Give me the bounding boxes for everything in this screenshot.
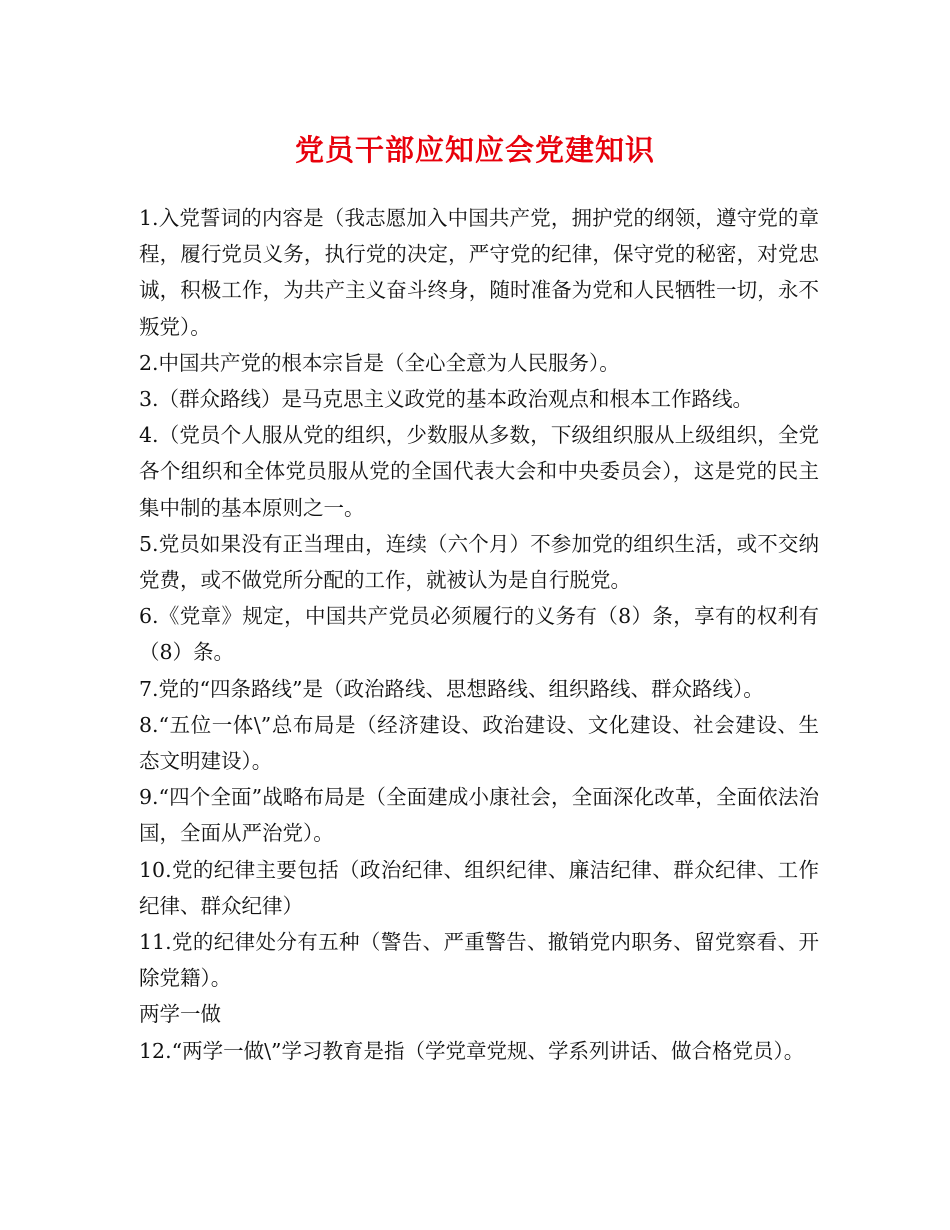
section-heading-liangxue-yizuo: 两学一做 bbox=[139, 1002, 221, 1027]
paragraph-item-6: 6.《党章》规定，中国共产党员必须履行的义务有（8）条，享有的权利有（8）条。 bbox=[139, 604, 819, 665]
paragraph-item-11: 11.党的纪律处分有五种（警告、严重警告、撤销党内职务、留党察看、开除党籍）。 bbox=[139, 930, 819, 991]
paragraph-item-1: 1.入党誓词的内容是（我志愿加入中国共产党，拥护党的纲领，遵守党的章程，履行党员义务，执行党的决定，严守党的纪律，保守党的秘密，对党忠诚，积极工作，为共产主义奋斗终身，随时准备为党和人民牺牲一切，永不叛党）。 bbox=[139, 206, 819, 339]
paragraph-item-4: 4.（党员个人服从党的组织，少数服从多数，下级组织服从上级组织，全党各个组织和全体党员服从党的全国代表大会和中央委员会），这是党的民主集中制的基本原则之一。 bbox=[139, 423, 819, 520]
document-body bbox=[139, 200, 819, 1069]
paragraph-item-10: 10.党的纪律主要包括（政治纪律、组织纪律、廉洁纪律、群众纪律、工作纪律、群众纪律） bbox=[139, 857, 819, 918]
paragraph-item-8: 8.“五位一体\”总布局是（经济建设、政治建设、文化建设、社会建设、生态文明建设）。 bbox=[139, 712, 819, 774]
paragraph-item-7: 7.党的“四条路线”是（政治路线、思想路线、组织路线、群众路线）。 bbox=[139, 676, 764, 701]
paragraph-item-3: 3.（群众路线）是马克思主义政党的基本政治观点和根本工作路线。 bbox=[139, 387, 754, 412]
paragraph-item-12: 12.“两学一做\”学习教育是指（学党章党规、学系列讲话、做合格党员）。 bbox=[139, 1038, 805, 1063]
paragraph-item-9: 9.“四个全面”战略布局是（全面建成小康社会，全面深化改革，全面依法治国，全面从严治党）。 bbox=[139, 785, 819, 846]
paragraph-item-2: 2.中国共产党的根本宗旨是（全心全意为人民服务）。 bbox=[139, 350, 620, 375]
page-title: 党员干部应知应会党建知识 bbox=[294, 133, 655, 167]
paragraph-item-5: 5.党员如果没有正当理由，连续（六个月）不参加党的组织生活，或不交纳党费，或不做党所分配的工作，就被认为是自行脱党。 bbox=[139, 531, 819, 593]
